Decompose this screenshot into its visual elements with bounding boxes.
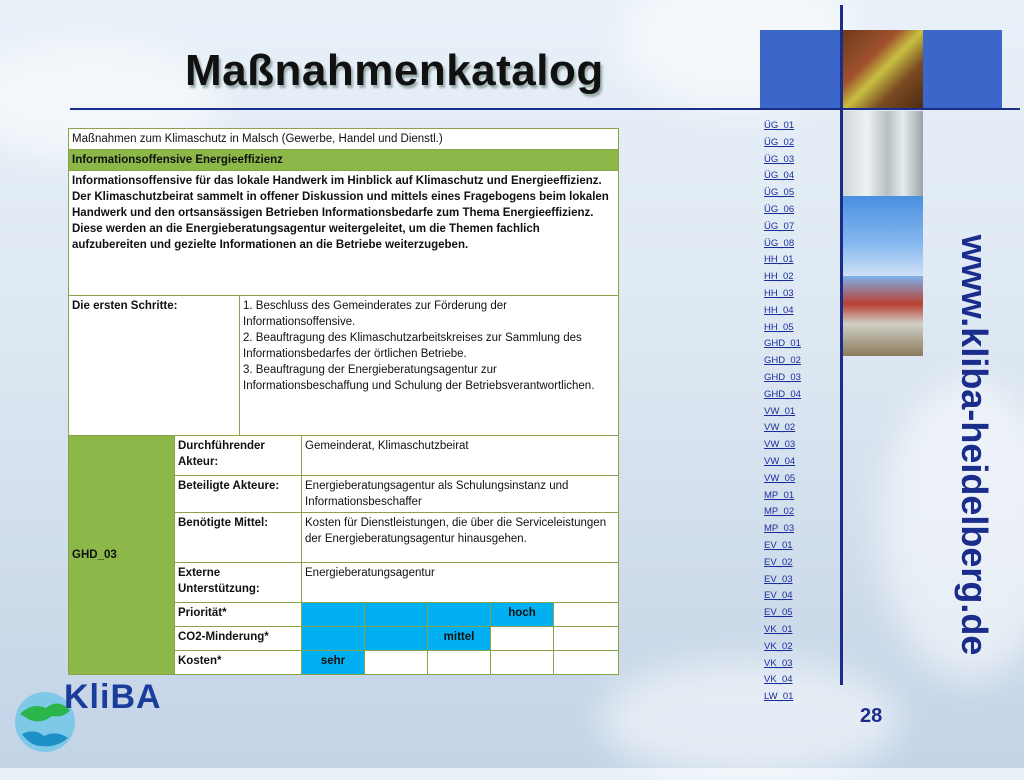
measure-link-list [764, 118, 801, 706]
sky-photo [843, 196, 923, 276]
measure-link[interactable]: VK_04 [764, 674, 793, 686]
measure-link[interactable]: ÜG_03 [764, 153, 795, 165]
rating-cell: hoch [491, 603, 554, 627]
measure-link[interactable]: VW_01 [764, 405, 796, 417]
measure-link[interactable]: GHD_01 [764, 338, 801, 350]
measure-link[interactable]: ÜG_05 [764, 187, 795, 199]
logo-text: KliBA [64, 678, 162, 716]
measure-link[interactable]: LW_01 [764, 691, 794, 703]
measure-link[interactable]: MP_02 [764, 506, 795, 518]
rating-cell [491, 651, 554, 675]
first-steps-label: Die ersten Schritte: [69, 296, 240, 436]
row-label: Beteiligte Akteure: [175, 476, 302, 513]
row-value: Gemeinderat, Klimaschutzbeirat [302, 436, 619, 476]
row-label: Benötigte Mittel: [175, 513, 302, 563]
measure-link[interactable]: EV_04 [764, 590, 793, 602]
measure-link[interactable]: ÜG_08 [764, 237, 795, 249]
rating-cell [554, 603, 619, 627]
divider-vertical [840, 5, 843, 685]
measure-link[interactable]: GHD_03 [764, 371, 801, 383]
rating-cell [365, 651, 428, 675]
rating-cell [554, 627, 619, 651]
measure-link[interactable]: HH_02 [764, 271, 794, 283]
decor-blue-block [920, 30, 1002, 110]
measure-link[interactable]: EV_02 [764, 556, 793, 568]
row-label: Externe Unterstützung: [175, 563, 302, 603]
measure-link[interactable]: VW_04 [764, 455, 796, 467]
building-photo [843, 276, 923, 356]
first-steps-list [240, 296, 619, 436]
measure-link[interactable]: HH_03 [764, 287, 794, 299]
measure-link[interactable]: EV_03 [764, 573, 793, 585]
measure-link[interactable]: VW_02 [764, 422, 796, 434]
measure-link[interactable]: VK_03 [764, 657, 793, 669]
page-title: Maßnahmenkatalog [185, 46, 604, 95]
row-label: Durchführender Akteur: [175, 436, 302, 476]
page-number: 28 [860, 705, 883, 727]
measure-link[interactable]: EV_05 [764, 607, 793, 619]
measure-code: GHD_03 [69, 436, 175, 675]
measure-link[interactable]: MP_03 [764, 523, 795, 535]
roof-photo [843, 30, 923, 110]
rating-label: Kosten* [175, 651, 302, 675]
cloud [600, 660, 900, 780]
table-header: Maßnahmen zum Klimaschutz in Malsch (Gewerbe, Handel und Dienstl.) [69, 129, 619, 150]
website-url [944, 210, 1004, 680]
first-step: 3. Beauftragung der Energieberatungsagentur zur Informationsbeschaffung und Schulung der Betriebsverantwortlichen. [243, 364, 595, 392]
rating-cell [302, 603, 365, 627]
measure-link[interactable]: ÜG_02 [764, 136, 795, 148]
first-step: 1. Beschluss des Gemeinderates zur Förderung der Informationsoffensive. [243, 300, 507, 328]
rating-label: Priorität* [175, 603, 302, 627]
row-value: Energieberatungsagentur als Schulungsinstanz und Informationsbeschaffer [302, 476, 619, 513]
measure-link[interactable]: VK_01 [764, 623, 793, 635]
rating-label: CO2-Minderung* [175, 627, 302, 651]
rating-cell [491, 627, 554, 651]
rating-cell: mittel [428, 627, 491, 651]
measure-link[interactable]: VK_02 [764, 640, 793, 652]
row-value: Kosten für Dienstleistungen, die über die Serviceleistungen der Energieberatungsagentur hinausgehen. [302, 513, 619, 563]
rating-cell [365, 603, 428, 627]
measure-link[interactable]: ÜG_07 [764, 220, 795, 232]
first-step: 2. Beauftragung des Klimaschutzarbeitskreises zur Sammlung des Informationsbedarfes der örtlichen Betriebe. [243, 332, 582, 360]
decor-blue-block [760, 30, 842, 110]
measure-link[interactable]: VW_05 [764, 472, 796, 484]
rating-cell [302, 627, 365, 651]
measure-link[interactable]: ÜG_04 [764, 170, 795, 182]
website-url-text: www.kliba-heidelberg.de [954, 234, 995, 656]
measure-link[interactable]: ÜG_01 [764, 120, 795, 131]
heating-photo [843, 111, 923, 196]
rating-cell [428, 603, 491, 627]
rating-cell [365, 627, 428, 651]
measure-link[interactable]: ÜG_06 [764, 203, 795, 215]
divider-horizontal [70, 108, 1020, 110]
measure-table [68, 128, 619, 675]
row-value: Energieberatungsagentur [302, 563, 619, 603]
measure-link[interactable]: HH_05 [764, 321, 794, 333]
measure-link[interactable]: HH_04 [764, 304, 794, 316]
rating-cell: sehr [302, 651, 365, 675]
measure-heading: Informationsoffensive Energieeffizienz [69, 150, 619, 171]
rating-cell [428, 651, 491, 675]
measure-link[interactable]: VW_03 [764, 439, 796, 451]
measure-link[interactable]: EV_01 [764, 539, 793, 551]
measure-link[interactable]: MP_01 [764, 489, 795, 501]
measure-link[interactable]: GHD_04 [764, 388, 801, 400]
measure-link[interactable]: HH_01 [764, 254, 794, 266]
rating-cell [554, 651, 619, 675]
measure-description: Informationsoffensive für das lokale Handwerk im Hinblick auf Klimaschutz und Energieeffizienz. Der Klimaschutzbeirat sammelt in offener Diskussion und mittels eines Fragebogens beim lokalen Handwerk und den ortsansässigen Betrieben Informationsbedarfe zum Thema Energieeffizienz. Diese werden an die Energieberatungsagentur weitergeleitet, um die Themen fachlich aufzubereiten und gezielte Informationen an die Betriebe weiterzugeben. [69, 171, 619, 296]
measure-link[interactable]: GHD_02 [764, 355, 801, 367]
